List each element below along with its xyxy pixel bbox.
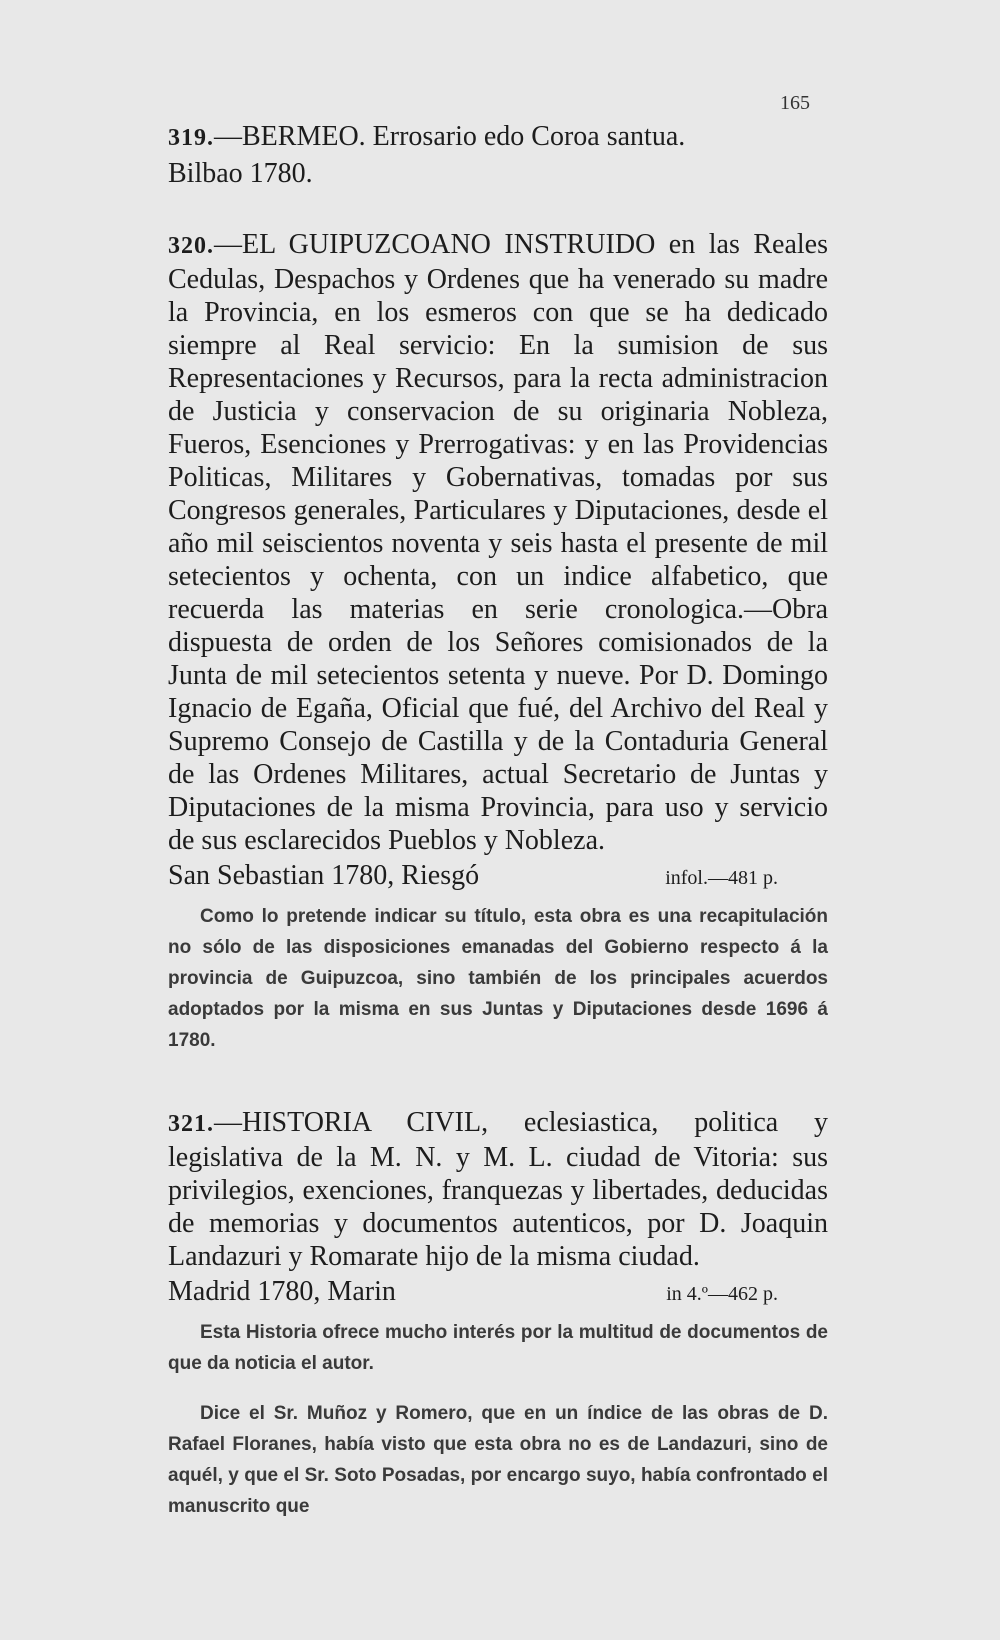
imprint-place: San Sebastian 1780, Riesgó <box>168 860 480 891</box>
imprint-format: in 4.º—462 p. <box>666 1283 778 1305</box>
entry-imprint <box>168 157 828 191</box>
entry-title: —HISTORIA CIVIL, eclesiastica, politica y legislativa de la M. N. y M. L. ciudad de Vitoria: sus privilegios, exenciones, franquezas y libertades, deducidas de memorias y documentos autenticos, por D. Joaquin Landazuri y Romarate hijo de la misma ciudad. <box>168 1107 828 1272</box>
entry-number: 319. <box>168 125 214 151</box>
entry-title: —EL GUIPUZCOANO INSTRUIDO en las Reales Cedulas, Despachos y Ordenes que ha venerado su madre la Provincia, en los esmeros con que se ha dedicado siempre al Real servicio: En la sumision de sus Representaciones y Recursos, para la recta administracion de Justicia y conservacion de su originaria Nobleza, Fueros, Esenciones y Prerrogativas: y en las Providencias Politicas, Militares y Gobernativas, tomadas por sus Congresos generales, Particulares y Diputaciones, desde el año mil seiscientos noventa y seis hasta el presente de mil setecientos y ochenta, con un indice alfabetico, que recuerda las materias en serie cronologica.—Obra dispuesta de orden de los Señores comisionados de la Junta de mil setecientos setenta y nueve. Por D. Domingo Ignacio de Egaña, Oficial que fué, del Archivo del Real y Supremo Consejo de Castilla y de la Contaduria General de las Ordenes Militares, actual Secretario de Juntas y Diputaciones de la misma Provincia, para uso y servicio de sus esclarecidos Pueblos y Nobleza. <box>168 229 828 856</box>
entry-note: Dice el Sr. Muñoz y Romero, que en un índice de las obras de D. Rafael Floranes, había visto que esta obra no es de Landazuri, sino de aquél, y que el Sr. Soto Posadas, por encargo suyo, había confrontado el manuscrito que <box>168 1403 828 1517</box>
entry-number: 321. <box>168 1111 214 1137</box>
entry-note: Como lo pretende indicar su título, esta obra es una recapitulación no sólo de las disposiciones emanadas del Gobierno respecto á la provincia de Guipuzcoa, sino también de los principales acuerdos adoptados por la misma en sus Juntas y Diputaciones desde 1696 á 1780. <box>168 906 828 1051</box>
entry-heading <box>168 120 828 155</box>
entry-note: Esta Historia ofrece mucho interés por la multitud de documentos de que da noticia el autor. <box>168 1322 828 1374</box>
entry-imprint <box>168 1275 828 1311</box>
imprint-place: Bilbao 1780. <box>168 158 313 189</box>
entry-imprint <box>168 859 828 895</box>
entry-319 <box>168 120 828 191</box>
entry-heading <box>168 228 828 857</box>
entry-321 <box>168 1106 828 1541</box>
page-number: 165 <box>780 92 810 114</box>
entry-heading <box>168 1106 828 1273</box>
entry-title: —BERMEO. Errosario edo Coroa santua. <box>214 121 686 152</box>
entry-number: 320. <box>168 233 214 259</box>
imprint-format: infol.—481 p. <box>665 867 778 889</box>
entry-320 <box>168 228 828 1075</box>
imprint-place: Madrid 1780, Marin <box>168 1276 396 1307</box>
